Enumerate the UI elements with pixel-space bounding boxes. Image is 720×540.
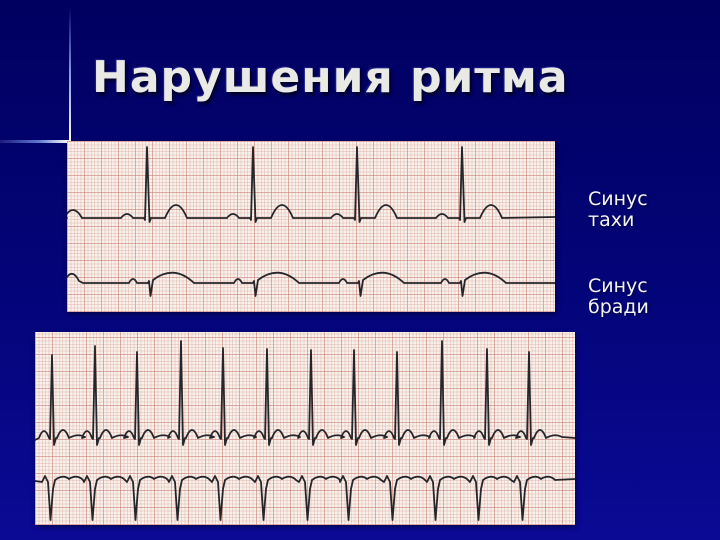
decorative-horizontal-line <box>0 140 71 143</box>
ecg-trace <box>35 476 575 520</box>
label-sinus-tachy: Синус тахи <box>588 188 648 231</box>
ecg-image-rhythm-strips <box>35 332 575 525</box>
ecg-trace <box>67 147 555 222</box>
ecg-trace <box>67 273 555 296</box>
ecg-image-sinus-rhythms <box>67 141 555 312</box>
slide-title: Нарушения ритма <box>92 52 569 103</box>
ecg-trace <box>35 341 575 445</box>
decorative-vertical-line <box>69 8 71 142</box>
label-sinus-brady: Синус бради <box>588 275 649 318</box>
